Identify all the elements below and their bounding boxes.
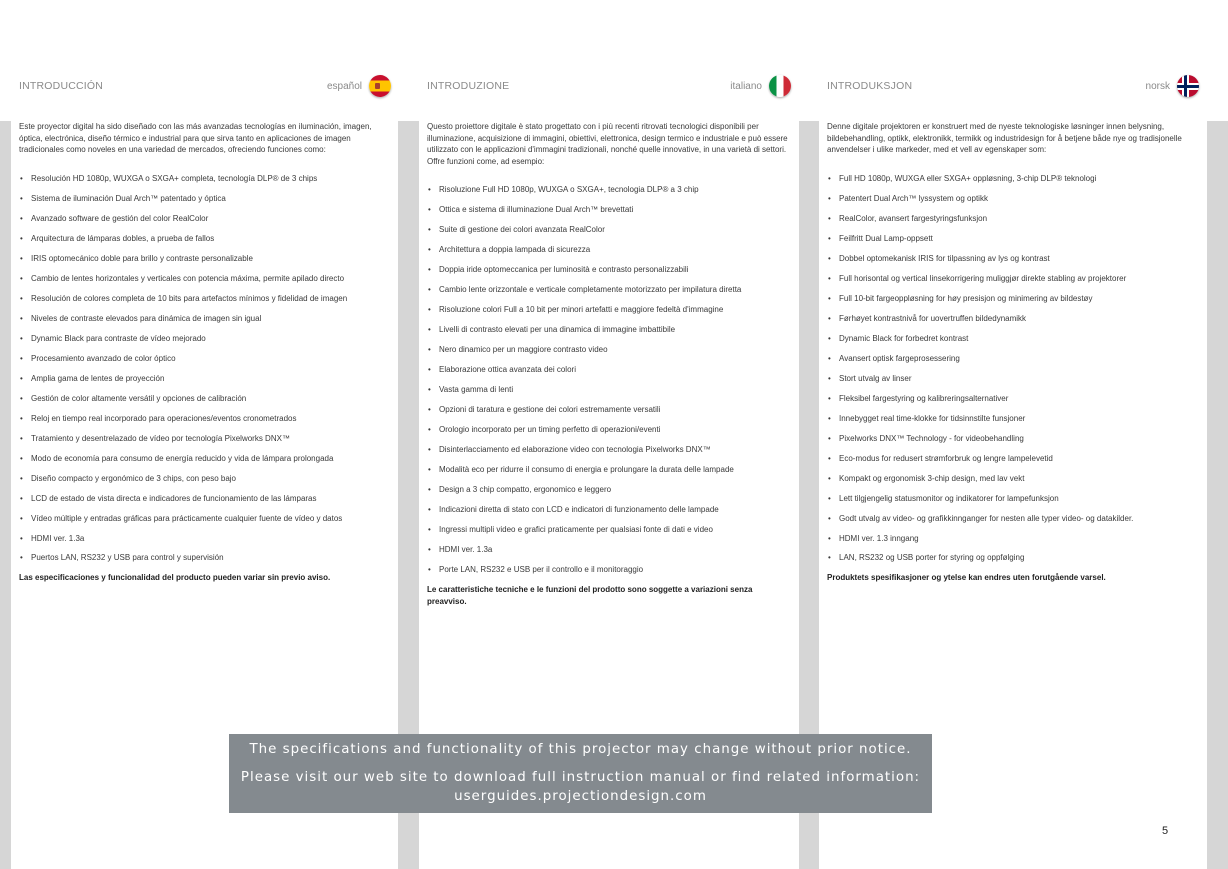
column-es [19, 121, 391, 584]
section-title: INTRODUZIONE [427, 80, 510, 92]
norway-flag-icon [1177, 75, 1199, 97]
feature-list-item: • HDMI ver. 1.3 inngang [827, 533, 1199, 545]
feature-list-item: • Livelli di contrasto elevati per una dinamica di immagine imbattibile [427, 324, 791, 336]
feature-list-item: • Puertos LAN, RS232 y USB para control y supervisión [19, 552, 391, 564]
feature-list-item: • Opzioni di taratura e gestione dei colori estremamente versatili [427, 404, 791, 416]
feature-list [19, 173, 391, 564]
feature-list-item: • HDMI ver. 1.3a [427, 544, 791, 556]
feature-list-item: • Dobbel optomekanisk IRIS for tilpassning av lys og kontrast [827, 253, 1199, 265]
intro-paragraph: Denne digitale projektoren er konstruert med de nyeste teknologiske løsninger innen belysning, bildebehandling, optikk, elektronikk, termikk og industridesign for å betjene både nye og tradisjonelle anvendelser i ulike markeder, med et vell av egenskaper som: [827, 122, 1182, 155]
language-indicator [730, 74, 791, 98]
feature-list-item: • RealColor, avansert fargestyringsfunksjon [827, 213, 1199, 225]
feature-list-item: • Disinterlacciamento ed elaborazione video con tecnologia Pixelworks DNX™ [427, 444, 791, 456]
feature-list-item: • Modo de economía para consumo de energía reducido y vida de lámpara prolongada [19, 453, 391, 465]
feature-list-item: • LAN, RS232 og USB porter for styring og oppfølging [827, 552, 1199, 564]
feature-list-item: • Arquitectura de lámparas dobles, a prueba de fallos [19, 233, 391, 245]
feature-list-item: • Full horisontal og vertical linsekorrigering muliggjør direkte stabling av projektorer [827, 273, 1199, 285]
feature-list-item: • Elaborazione ottica avanzata dei colori [427, 364, 791, 376]
language-label: italiano [730, 80, 762, 92]
feature-list-item: • Architettura a doppia lampada di sicurezza [427, 244, 791, 256]
disclaimer-note: Las especificaciones y funcionalidad del producto pueden variar sin previo aviso. [19, 573, 331, 583]
feature-list-item: • Full HD 1080p, WUXGA eller SXGA+ oppløsning, 3-chip DLP® teknologi [827, 173, 1199, 185]
notice-text: The specifications and functionality of this projector may change without prior notice. [249, 742, 912, 757]
feature-list-item: • Nero dinamico per un maggiore contrasto video [427, 344, 791, 356]
feature-list-item: • Innebygget real time-klokke for tidsinnstilte funsjoner [827, 413, 1199, 425]
feature-list-item: • Orologio incorporato per un timing perfetto di operazioni/eventi [427, 424, 791, 436]
feature-list-item: • Cambio lente orizzontale e verticale completamente motorizzato per impilatura diretta [427, 284, 791, 296]
intro-paragraph: Questo proiettore digitale è stato progettato con i più recenti ritrovati tecnologici disponibili per illuminazione, acquisizione di immagini, obiettivi, elettronica, design termico e industriale e può essere utilizzato con le applicazioni d'immagini tradizionali, nonché quelle innovative, in una varietà di settori. Offre funzioni come, ad esempio: [427, 122, 788, 166]
notice-website-text [229, 768, 932, 806]
feature-list-item: • Feilfritt Dual Lamp-oppsett [827, 233, 1199, 245]
feature-list-item: • Porte LAN, RS232 e USB per il controllo e il monitoraggio [427, 564, 791, 576]
feature-list-item: • Kompakt og ergonomisk 3-chip design, med lav vekt [827, 473, 1199, 485]
feature-list-item: • Risoluzione Full HD 1080p, WUXGA o SXGA+, tecnologia DLP® a 3 chip [427, 184, 791, 196]
feature-list-item: • Risoluzione colori Full a 10 bit per minori artefatti e maggiore fedeltà d'immagine [427, 304, 791, 316]
feature-list-item: • Eco-modus for redusert strømforbruk og lengre lampelevetid [827, 453, 1199, 465]
feature-list-item: • Doppia iride optomeccanica per luminosità e contrasto personalizzabili [427, 264, 791, 276]
feature-list-item: • Patentert Dual Arch™ lyssystem og optikk [827, 193, 1199, 205]
website-link[interactable]: userguides.projectiondesign.com [454, 789, 707, 804]
page-number: 5 [1162, 825, 1169, 837]
feature-list-item: • Fleksibel fargestyring og kalibreringsalternativer [827, 393, 1199, 405]
feature-list-item: • Amplia gama de lentes de proyección [19, 373, 391, 385]
feature-list-item: • Ottica e sistema di illuminazione Dual Arch™ brevettati [427, 204, 791, 216]
feature-list-item: • Førhøyet kontrastnivå for uovertruffen bildedynamikk [827, 313, 1199, 325]
feature-list-item: • Resolución de colores completa de 10 bits para artefactos mínimos y fidelidad de imagen [19, 293, 391, 305]
feature-list-item: • Full 10-bit fargeoppløsning for høy presisjon og minimering av bildestøy [827, 293, 1199, 305]
feature-list-item: • Avansert optisk fargeprosessering [827, 353, 1199, 365]
language-indicator [327, 74, 391, 98]
feature-list-item: • LCD de estado de vista directa e indicadores de funcionamiento de las lámparas [19, 493, 391, 505]
language-indicator [1146, 74, 1199, 98]
gutter-band-left [0, 121, 11, 869]
section-title: INTRODUKSJON [827, 80, 913, 92]
feature-list-item: • Modalità eco per ridurre il consumo di energia e prolungare la durata delle lampade [427, 464, 791, 476]
feature-list-item: • Godt utvalg av video- og grafikkinnganger for nesten alle typer video- og datakilder. [827, 513, 1199, 525]
feature-list-item: • HDMI ver. 1.3a [19, 533, 391, 545]
feature-list-item: • Ingressi multipli video e grafici praticamente per qualsiasi fonte di dati e video [427, 524, 791, 536]
intro-paragraph: Este proyector digital ha sido diseñado con las más avanzadas tecnologías en iluminación, imagen, óptica, electrónica, diseño térmico e industrial para que sirva tanto en aplicaciones de imagen tradicionales como noveles en una variedad de mercados, ofreciendo funciones como: [19, 122, 372, 155]
disclaimer-note: Le caratteristiche tecniche e le funzioni del prodotto sono soggette a variazioni senza preavviso. [427, 585, 753, 606]
feature-list [827, 173, 1199, 564]
feature-list-item: • Cambio de lentes horizontales y verticales con potencia máxima, permite apilado directo [19, 273, 391, 285]
feature-list-item: • Stort utvalg av linser [827, 373, 1199, 385]
column-no [827, 121, 1199, 584]
gutter-band-right [1207, 121, 1228, 869]
section-header-es [19, 74, 391, 100]
notice-box [229, 734, 932, 813]
language-label: norsk [1145, 80, 1170, 92]
feature-list-item: • Vasta gamma di lenti [427, 384, 791, 396]
feature-list-item: • Gestión de color altamente versátil y opciones de calibración [19, 393, 391, 405]
feature-list-item: • Dynamic Black for forbedret kontrast [827, 333, 1199, 345]
feature-list [427, 184, 791, 575]
italy-flag-icon [769, 75, 791, 97]
feature-list-item: • Procesamiento avanzado de color óptico [19, 353, 391, 365]
feature-list-item: • Diseño compacto y ergonómico de 3 chips, con peso bajo [19, 473, 391, 485]
feature-list-item: • Design a 3 chip compatto, ergonomico e leggero [427, 484, 791, 496]
language-label: español [326, 80, 362, 92]
feature-list-item: • Reloj en tiempo real incorporado para operaciones/eventos cronometrados [19, 413, 391, 425]
feature-list-item: • IRIS optomecánico doble para brillo y contraste personalizable [19, 253, 391, 265]
section-header-no [827, 74, 1199, 100]
feature-list-item: • Suite di gestione dei colori avanzata RealColor [427, 224, 791, 236]
feature-list-item: • Niveles de contraste elevados para dinámica de imagen sin igual [19, 313, 391, 325]
spain-flag-icon [369, 75, 391, 97]
notice-website-label: Please visit our web site to download full instruction manual or find related information: [240, 770, 921, 785]
feature-list-item: • Tratamiento y desentrelazado de vídeo por tecnología Pixelworks DNX™ [19, 433, 391, 445]
feature-list-item: • Dynamic Black para contraste de vídeo mejorado [19, 333, 391, 345]
section-header-it [427, 74, 791, 100]
feature-list-item: • Pixelworks DNX™ Technology - for videobehandling [827, 433, 1199, 445]
feature-list-item: • Vídeo múltiple y entradas gráficas para prácticamente cualquier fuente de vídeo y datos [19, 513, 391, 525]
feature-list-item: • Avanzado software de gestión del color RealColor [19, 213, 391, 225]
feature-list-item: • Indicazioni diretta di stato con LCD e indicatori di funzionamento delle lampade [427, 504, 791, 516]
section-title: INTRODUCCIÓN [19, 80, 104, 92]
feature-list-item: • Sistema de iluminación Dual Arch™ patentado y óptica [19, 193, 391, 205]
column-it [427, 121, 791, 607]
feature-list-item: • Resolución HD 1080p, WUXGA o SXGA+ completa, tecnología DLP® de 3 chips [19, 173, 391, 185]
feature-list-item: • Lett tilgjengelig statusmonitor og indikatorer for lampefunksjon [827, 493, 1199, 505]
disclaimer-note: Produktets spesifikasjoner og ytelse kan endres uten forutgående varsel. [827, 573, 1106, 583]
